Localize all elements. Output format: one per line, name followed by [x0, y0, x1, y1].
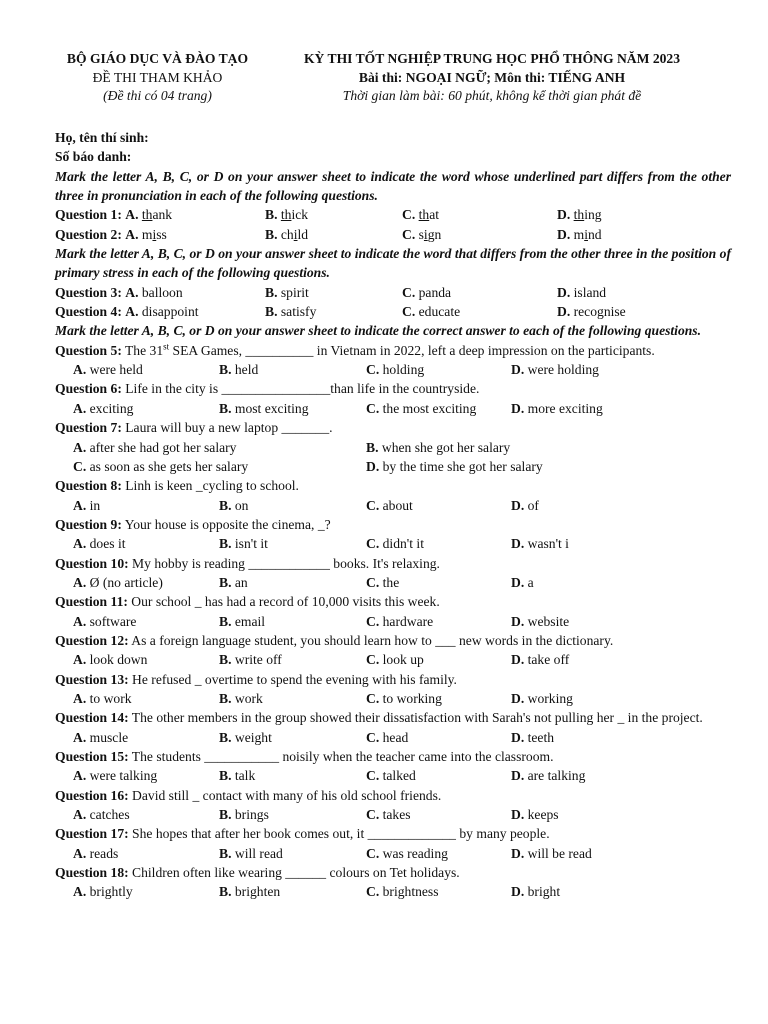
q15-option-d: D. are talking: [511, 768, 586, 784]
question-10-options: [55, 573, 731, 592]
q16-option-c: C. takes: [366, 807, 411, 823]
q5-option-d: D. were holding: [511, 362, 599, 378]
q2-option-d: D. mind: [557, 226, 602, 242]
exam-body: [55, 128, 731, 902]
q7-option-b: B. when she got her salary: [366, 439, 511, 455]
q6-option-c: C. the most exciting: [366, 400, 477, 416]
q10-option-d: D. a: [511, 574, 534, 590]
q3-option-c: C. panda: [402, 284, 452, 300]
question-2: [55, 225, 731, 244]
question-10-stem: Question 10: My hobby is reading ____________ books. It's relaxing.: [55, 555, 440, 571]
question-3: [55, 283, 731, 302]
q3-option-a: Question 3: A. balloon: [55, 284, 183, 300]
q7-option-d: D. by the time she got her salary: [366, 458, 543, 474]
q9-option-d: D. wasn't i: [511, 536, 569, 552]
question-12-options: [55, 650, 731, 669]
q3-option-d: D. island: [557, 284, 607, 300]
header-right: [262, 50, 722, 106]
q5-option-c: C. holding: [366, 362, 425, 378]
q4-option-b: B. satisfy: [265, 304, 317, 320]
q11-option-c: C. hardware: [366, 613, 434, 629]
q17-option-d: D. will be read: [511, 845, 592, 861]
q18-option-b: B. brighten: [219, 884, 281, 900]
question-11-options: [55, 612, 731, 631]
q6-option-a: A. exciting: [73, 400, 134, 416]
q1-option-c: C. that: [402, 207, 440, 223]
doc-type: ĐỀ THI THAM KHẢO: [92, 69, 223, 85]
question-11-stem: Question 11: Our school _ has had a record of 10,000 visits this week.: [55, 594, 440, 610]
q2-option-b: B. child: [265, 226, 309, 242]
q16-option-b: B. brings: [219, 807, 269, 823]
q18-option-c: C. brightness: [366, 884, 439, 900]
q10-option-a: A. Ø (no article): [73, 574, 163, 590]
q5-label: Question 5:: [55, 342, 122, 358]
question-17-stem: Question 17: She hopes that after her book comes out, it _____________ by many people.: [55, 826, 550, 842]
q6-label: Question 6:: [55, 381, 122, 397]
q8-option-c: C. about: [366, 497, 413, 513]
header-left: [50, 50, 265, 106]
q15-option-a: A. were talking: [73, 768, 158, 784]
q7-label: Question 7:: [55, 420, 122, 436]
candidate-name-label: Họ, tên thí sinh:: [55, 130, 149, 145]
question-5-options: [55, 360, 731, 379]
q12-option-c: C. look up: [366, 652, 424, 668]
q3-option-b: B. spirit: [265, 284, 309, 300]
q5-option-a: A. were held: [73, 362, 143, 378]
q1-option-b: B. thick: [265, 207, 309, 223]
q1-option-a: Question 1: A. thank: [55, 207, 173, 223]
question-12-stem: Question 12: As a foreign language student, you should learn how to ___ new words in the dictionary.: [55, 632, 614, 648]
question-6-stem: Question 6: Life in the city is ________________than life in the countryside.: [55, 381, 480, 397]
q11-option-a: A. software: [73, 613, 137, 629]
question-8-options: [55, 496, 731, 515]
question-7-stem: Question 7: Laura will buy a new laptop _______.: [55, 420, 333, 436]
q13-option-a: A. to work: [73, 690, 132, 706]
q18-option-d: D. bright: [511, 884, 561, 900]
question-13-options: [55, 689, 731, 708]
q9-option-b: B. isn't it: [219, 536, 268, 552]
question-7-options-cd: [55, 457, 731, 476]
q15-option-c: C. talked: [366, 768, 416, 784]
q3-label: Question 3:: [55, 284, 122, 300]
q2-option-c: C. sign: [402, 226, 442, 242]
instruction-correct-answer: Mark the letter A, B, C, or D on your answer sheet to indicate the correct answer to each of the following questions.: [55, 323, 701, 339]
q13-option-b: B. work: [219, 690, 263, 706]
q4-label: Question 4:: [55, 304, 122, 320]
q12-label: Question 12:: [55, 632, 129, 648]
q6-option-d: D. more exciting: [511, 400, 603, 416]
q12-option-a: A. look down: [73, 652, 148, 668]
q9-option-c: C. didn't it: [366, 536, 424, 552]
q17-option-b: B. will read: [219, 845, 283, 861]
candidate-id-label: Số báo danh:: [55, 149, 132, 165]
q13-option-d: D. working: [511, 690, 573, 706]
q8-option-d: D. of: [511, 497, 539, 513]
instruction-pronunciation: Mark the letter A, B, C, or D on your answer sheet to indicate the word whose underlined part differs from the other three in pronunciation in each of the following questions.: [55, 168, 731, 204]
q12-option-b: B. write off: [219, 652, 282, 668]
ministry-name: BỘ GIÁO DỤC VÀ ĐÀO TẠO: [66, 51, 249, 66]
q8-option-a: A. in: [73, 497, 101, 513]
q10-option-c: C. the: [366, 574, 400, 590]
q14-option-d: D. teeth: [511, 729, 555, 745]
q10-label: Question 10:: [55, 555, 129, 571]
q4-option-d: D. recognise: [557, 304, 626, 320]
q6-option-b: B. most exciting: [219, 400, 309, 416]
question-8-stem: Question 8: Linh is keen _cycling to school.: [55, 478, 299, 494]
q17-option-a: A. reads: [73, 845, 119, 861]
question-15-options: [55, 766, 731, 785]
question-17-options: [55, 844, 731, 863]
question-16-stem: Question 16: David still _ contact with many of his old school friends.: [55, 787, 442, 803]
q18-option-a: A. brightly: [73, 884, 133, 900]
q14-label: Question 14:: [55, 710, 129, 726]
q1-label: Question 1:: [55, 207, 122, 223]
q9-option-a: A. does it: [73, 536, 126, 552]
time-note: Thời gian làm bài: 60 phút, không kể thời gian phát đề: [342, 88, 642, 103]
q17-label: Question 17:: [55, 826, 129, 842]
q18-label: Question 18:: [55, 865, 129, 881]
question-4: [55, 302, 731, 321]
question-9-stem: Question 9: Your house is opposite the cinema, _?: [55, 516, 331, 532]
q9-label: Question 9:: [55, 516, 122, 532]
question-16-options: [55, 805, 731, 824]
question-13-stem: Question 13: He refused _ overtime to spend the evening with his family.: [55, 671, 457, 687]
q15-label: Question 15:: [55, 749, 129, 764]
q15-option-b: B. talk: [219, 768, 256, 784]
question-9-options: [55, 534, 731, 553]
q13-option-c: C. to working: [366, 690, 442, 706]
q7-option-c: C. as soon as she gets her salary: [73, 458, 249, 474]
exam-title: KỲ THI TỐT NGHIỆP TRUNG HỌC PHỔ THÔNG NĂM 2023: [303, 51, 681, 66]
q17-option-c: C. was reading: [366, 845, 448, 861]
q5-option-b: B. held: [219, 362, 259, 378]
question-6-options: [55, 399, 731, 418]
q12-option-d: D. take off: [511, 652, 570, 668]
q8-option-b: B. on: [219, 497, 249, 513]
q14-option-c: C. head: [366, 729, 409, 745]
q2-option-a: Question 2: A. miss: [55, 226, 167, 242]
q11-option-d: D. website: [511, 613, 570, 629]
subject-line: Bài thi: NGOẠI NGỮ; Môn thi: TIẾNG ANH: [358, 69, 626, 85]
question-1: [55, 205, 731, 224]
q14-option-b: B. weight: [219, 729, 272, 745]
q16-option-a: A. catches: [73, 807, 130, 823]
question-15-stem: Question 15: The students ___________ noisily when the teacher came into the classroom.: [55, 749, 554, 764]
q8-label: Question 8:: [55, 478, 122, 494]
q16-label: Question 16:: [55, 787, 129, 803]
q1-option-d: D. thing: [557, 207, 602, 223]
question-7-options-ab: [55, 438, 731, 457]
instruction-stress: Mark the letter A, B, C, or D on your answer sheet to indicate the word that differs from the other three in the position of primary stress in each of the following questions.: [55, 246, 731, 281]
q16-option-d: D. keeps: [511, 807, 559, 823]
pages-note: (Đề thi có 04 trang): [103, 88, 212, 103]
q13-label: Question 13:: [55, 671, 129, 687]
q7-option-a: A. after she had got her salary: [73, 439, 237, 455]
q10-option-b: B. an: [219, 574, 248, 590]
question-14-options: [55, 728, 731, 747]
q2-label: Question 2:: [55, 226, 122, 242]
q14-option-a: A. muscle: [73, 729, 129, 745]
question-14-stem: Question 14: The other members in the group showed their dissatisfaction with Sarah's not pulling her _ in the project.: [55, 710, 703, 726]
q4-option-c: C. educate: [402, 304, 461, 320]
question-5-stem: Question 5: The 31st SEA Games, __________ in Vietnam in 2022, left a deep impression on the participants.: [55, 341, 655, 358]
q4-option-a: Question 4: A. disappoint: [55, 304, 199, 320]
question-18-stem: Question 18: Children often like wearing ______ colours on Tet holidays.: [55, 865, 460, 881]
q11-option-b: B. email: [219, 613, 266, 629]
q11-label: Question 11:: [55, 594, 128, 610]
question-18-options: [55, 882, 731, 901]
